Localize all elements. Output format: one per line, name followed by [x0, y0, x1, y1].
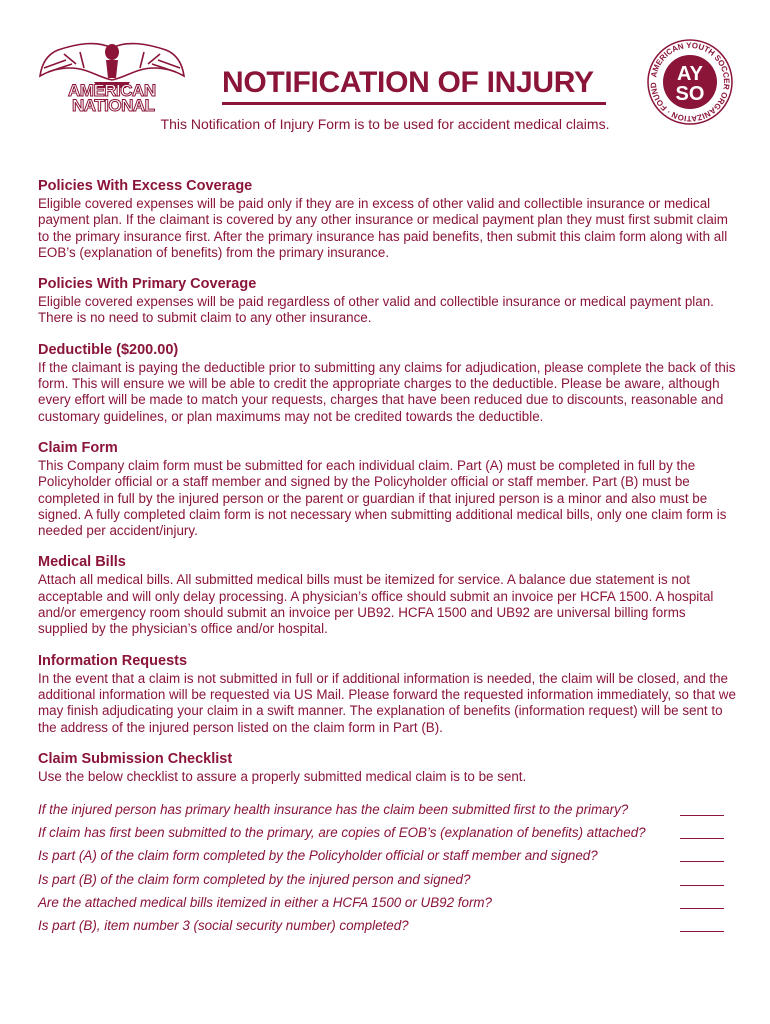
section-deductible [38, 341, 738, 425]
checklist-question: Is part (A) of the claim form completed by the Policyholder official or staff member and signed? [38, 848, 598, 864]
section-heading: Deductible ($200.00) [38, 341, 179, 358]
svg-text:AMERICAN YOUTH SOCCER ORGANIZA: AMERICAN YOUTH SOCCER ORGANIZATION · FOUND [648, 40, 732, 124]
checklist-answer-blank[interactable] [680, 815, 724, 816]
section-claim-form [38, 439, 738, 539]
title-underline [222, 102, 606, 105]
page-subtitle: This Notification of Injury Form is to be used for accident medical claims. [160, 116, 610, 132]
section-heading: Claim Form [38, 439, 118, 456]
section-checklist-intro [38, 750, 738, 785]
section-heading: Policies With Excess Coverage [38, 178, 253, 194]
checklist-answer-blank[interactable] [680, 931, 724, 932]
checklist-question: If claim has first been submitted to the primary, are copies of EOB’s (explanation of benefits) attached? [38, 825, 646, 841]
section-body: In the event that a claim is not submitted in full or if additional information is needed, the claim will be closed, and the additional information will be requested via US Mail. Please forward the requested information immediately, so that we may finish adjudicating your claim in a swift manner. The explanation of benefits (information request) will be sent to the address of the injured person listed on the claim form in Part (B). [38, 670, 736, 735]
checklist-item [38, 917, 738, 940]
checklist-answer-blank[interactable] [680, 861, 724, 862]
section-primary-coverage [38, 275, 738, 327]
section-medical-bills [38, 553, 738, 637]
checklist-answer-blank[interactable] [680, 885, 724, 886]
american-national-logo [36, 38, 188, 114]
section-body: Attach all medical bills. All submitted medical bills must be itemized for service. A balance due statement is not acceptable and will only delay processing. A physician’s office should submit an invoice per HCFA 1500. A hospital and/or emergency room should submit an invoice per UB92. HCFA 1500 and UB92 are universal billing forms supplied by the physician’s office and/or hospital. [38, 572, 714, 637]
checklist-answer-blank[interactable] [680, 838, 724, 839]
claim-checklist [38, 801, 738, 940]
section-information-requests [38, 652, 738, 736]
section-body: Eligible covered expenses will be paid regardless of other valid and collectible insurance or medical payment plan. There is no need to submit claim to any other insurance. [38, 294, 714, 326]
page-title: NOTIFICATION OF INJURY [222, 66, 594, 99]
logo-word-american: AMERICAN [68, 81, 156, 100]
checklist-question: Is part (B) of the claim form completed by the injured person and signed? [38, 871, 471, 887]
logo-word-national: NATIONAL [72, 96, 155, 115]
checklist-item [38, 847, 738, 870]
checklist-question: Is part (B), item number 3 (social security number) completed? [38, 917, 409, 933]
section-heading: Medical Bills [38, 554, 126, 571]
checklist-item [38, 824, 738, 847]
section-heading: Policies With Primary Coverage [38, 276, 257, 293]
section-body: Use the below checklist to assure a properly submitted medical claim is to be sent. [38, 768, 527, 784]
section-body: If the claimant is paying the deductible prior to submitting any claims for adjudication, please complete the back of this form. This will ensure we will be able to credit the appropriate charges to the deductible. Please be aware, although every effort will be made to match your requests, charges that have been reduced due to discounts, reasonable and customary guidelines, or plan maximums may not be credited towards the deductible. [38, 359, 736, 424]
ayso-seal-logo [646, 38, 734, 126]
checklist-question: If the injured person has primary health insurance has the claim been submitted first to the primary? [38, 802, 629, 817]
section-excess-coverage [38, 177, 738, 261]
checklist-item [38, 871, 738, 894]
checklist-item [38, 894, 738, 917]
svg-text:SO: SO [675, 83, 705, 105]
section-heading: Claim Submission Checklist [38, 750, 233, 767]
policy-sections [38, 177, 738, 799]
section-heading: Information Requests [38, 652, 188, 669]
section-body: This Company claim form must be submitted for each individual claim. Part (A) must be completed in full by the Policyholder official or a staff member and signed by the Policyholder official or staff member. Part (B) must be completed in full by the injured person or the parent or guardian if that injured person is a minor and also must be signed. A fully completed claim form is not necessary when submitting additional medical bills, only one claim form is needed per accident/injury. [38, 457, 727, 539]
ayso-seal-icon [646, 38, 734, 126]
checklist-answer-blank[interactable] [680, 908, 724, 909]
svg-text:AY: AY [677, 63, 703, 85]
section-body: Eligible covered expenses will be paid only if they are in excess of other valid and collectible insurance or medical payment plan. If the claimant is covered by any other insurance or medical payment plan they must first submit claim to the primary insurance first. After the primary insurance has paid benefits, then submit this claim form along with all EOB’s (explanation of benefits) from the primary insurance. [38, 196, 728, 260]
checklist-item [38, 801, 738, 824]
checklist-question: Are the attached medical bills itemized in either a HCFA 1500 or UB92 form? [38, 894, 493, 910]
title-block [222, 66, 606, 105]
